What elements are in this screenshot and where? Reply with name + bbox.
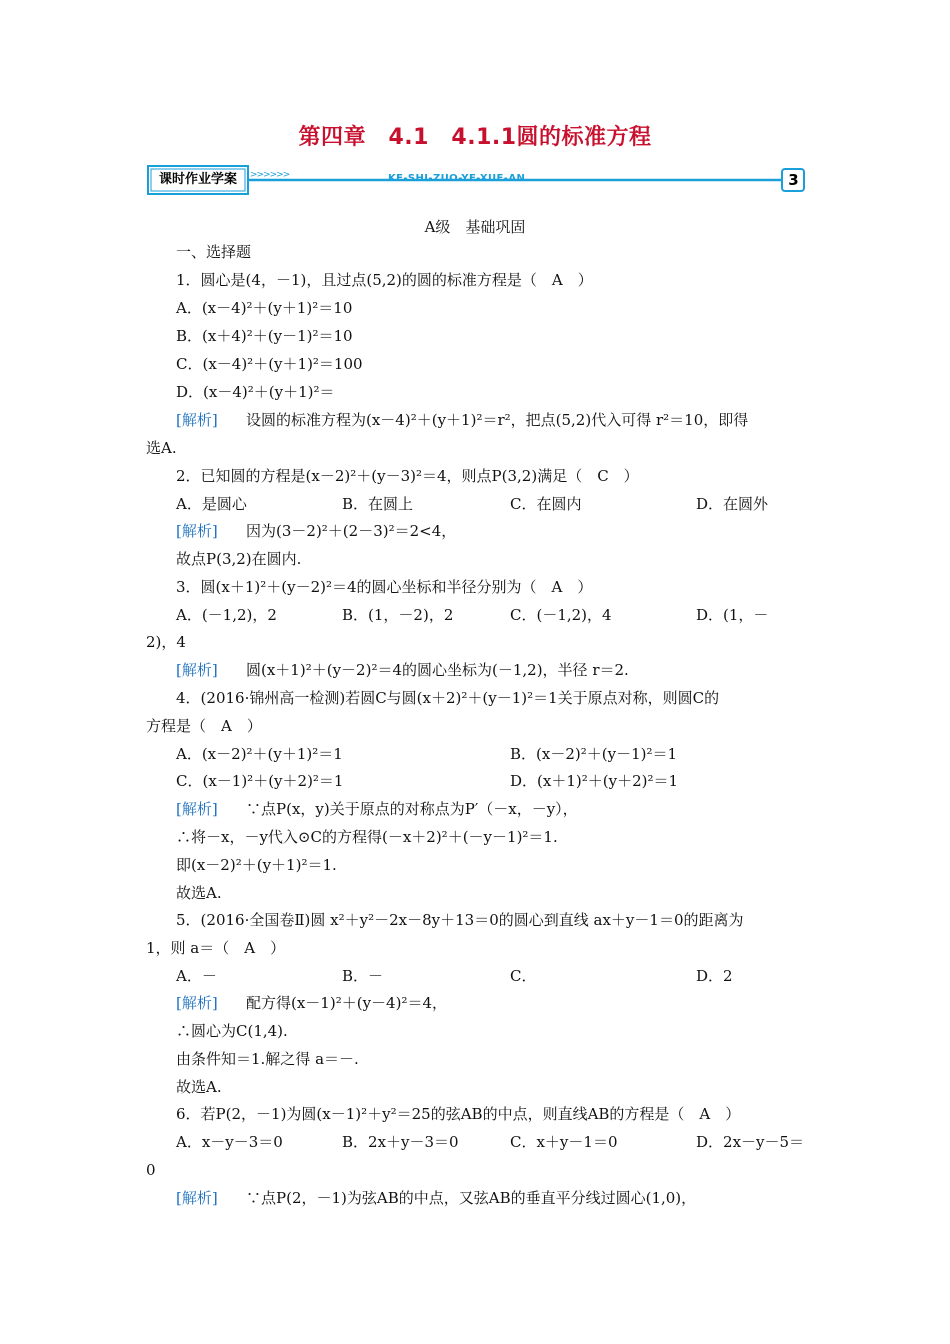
q1-option-d: D．(x－4)²＋(y＋1)²＝ xyxy=(176,383,335,401)
q5-solution-1: 配方得(x－1)²＋(y－4)²＝4， xyxy=(246,994,447,1012)
question-4: 4．(2016·锦州高一检测)若圆C与圆(x＋2)²＋(y－1)²＝1关于原点对称，则圆C的 xyxy=(176,689,720,707)
q2-solution: 因为(3－2)²＋(2－3)²＝2<4， xyxy=(246,522,457,540)
banner-number: 3 xyxy=(788,171,799,189)
q3-option-c: C．(－1,2)，4 xyxy=(510,606,612,624)
q3-solution: 圆(x＋1)²＋(y－2)²＝4的圆心坐标为(－1,2)，半径 r＝2. xyxy=(246,661,629,679)
q4-solution-3: 即(x－2)²＋(y＋1)²＝1. xyxy=(176,856,337,874)
q6-option-a: A．x－y－3＝0 xyxy=(176,1133,283,1151)
solution-tag: [解析] xyxy=(176,522,218,540)
solution-tag: [解析] xyxy=(176,411,218,429)
part-heading: 一、选择题 xyxy=(176,243,252,261)
question-3: 3．圆(x＋1)²＋(y－2)²＝4的圆心坐标和半径分别为（ A ） xyxy=(176,578,593,596)
q1-option-a: A．(x－4)²＋(y＋1)²＝10 xyxy=(176,299,353,317)
q5-solution-4: 故选A. xyxy=(176,1078,222,1096)
q4-solution-1: ∵点P(x，y)关于原点的对称点为P′（－x，－y）， xyxy=(246,800,578,818)
q6-option-c: C．x＋y－1＝0 xyxy=(510,1133,618,1151)
q2-option-b: B．在圆上 xyxy=(342,495,414,513)
question-4-end: 方程是（ A ） xyxy=(146,717,262,735)
q3-option-d: D．(1，－ xyxy=(696,606,769,624)
q4-option-d: D．(x＋1)²＋(y＋2)²＝1 xyxy=(510,772,679,790)
q6-solution: ∵点P(2，－1)为弦AB的中点，又弦AB的垂直平分线过圆心(1,0)， xyxy=(246,1189,697,1207)
q6-option-d: D．2x－y－5＝ xyxy=(696,1133,805,1151)
banner-arrows: >>>>>> xyxy=(250,170,290,180)
question-5: 5．(2016·全国卷Ⅱ)圆 x²＋y²－2x－8y＋13＝0的圆心到直线 ax＋y－1＝0的距离为 xyxy=(176,911,744,929)
q6-option-d-end: 0 xyxy=(146,1161,156,1179)
solution-tag: [解析] xyxy=(176,661,218,679)
q2-option-d: D．在圆外 xyxy=(696,495,769,513)
q5-option-b: B．－ xyxy=(342,967,384,985)
q4-solution-2: ∴将－x，－y代入⊙C的方程得(－x＋2)²＋(－y－1)²＝1. xyxy=(176,828,558,846)
q5-option-d: D．2 xyxy=(696,967,733,985)
q3-option-a: A．(－1,2)，2 xyxy=(176,606,277,624)
q5-option-c: C． xyxy=(510,967,537,985)
q3-option-b: B．(1，－2)，2 xyxy=(342,606,454,624)
solution-tag: [解析] xyxy=(176,800,218,818)
q3-option-d-end: 2)，4 xyxy=(146,633,186,651)
page-title: 第四章 4.1 4.1.1圆的标准方程 xyxy=(298,125,652,150)
question-1: 1．圆心是(4，－1)，且过点(5,2)的圆的标准方程是（ A ） xyxy=(176,271,593,289)
q4-option-a: A．(x－2)²＋(y＋1)²＝1 xyxy=(176,745,343,763)
banner-subtitle: KE-SHI-ZUO-YE-XUE-AN xyxy=(388,173,526,184)
banner-label: 课时作业学案 xyxy=(158,172,237,187)
section-title: A级 基础巩固 xyxy=(424,218,526,236)
q5-solution-2: ∴圆心为C(1,4). xyxy=(176,1022,288,1040)
solution-tag: [解析] xyxy=(176,994,218,1012)
q2-option-c: C．在圆内 xyxy=(510,495,582,513)
q1-option-b: B．(x＋4)²＋(y－1)²＝10 xyxy=(176,327,353,345)
question-6: 6．若P(2，－1)为圆(x－1)²＋y²＝25的弦AB的中点，则直线AB的方程是（ A ） xyxy=(176,1105,741,1123)
q2-option-a: A．是圆心 xyxy=(176,495,247,513)
solution-tag: [解析] xyxy=(176,1189,218,1207)
q4-option-b: B．(x－2)²＋(y－1)²＝1 xyxy=(510,745,678,763)
q4-option-c: C．(x－1)²＋(y＋2)²＝1 xyxy=(176,772,344,790)
question-5-end: 1，则 a＝（ A ） xyxy=(146,939,286,957)
q1-solution-end: 选A. xyxy=(146,439,177,457)
q5-solution-3: 由条件知＝1.解之得 a＝－. xyxy=(176,1050,359,1068)
q2-solution-end: 故点P(3,2)在圆内. xyxy=(176,550,302,568)
question-2: 2．已知圆的方程是(x－2)²＋(y－3)²＝4，则点P(3,2)满足（ C ） xyxy=(176,467,639,485)
q6-option-b: B．2x＋y－3＝0 xyxy=(342,1133,459,1151)
q5-option-a: A．－ xyxy=(176,967,217,985)
q4-solution-4: 故选A. xyxy=(176,884,222,902)
q1-solution: 设圆的标准方程为(x－4)²＋(y＋1)²＝r²，把点(5,2)代入可得 r²＝10，即得 xyxy=(246,411,749,429)
q1-option-c: C．(x－4)²＋(y＋1)²＝100 xyxy=(176,355,363,373)
